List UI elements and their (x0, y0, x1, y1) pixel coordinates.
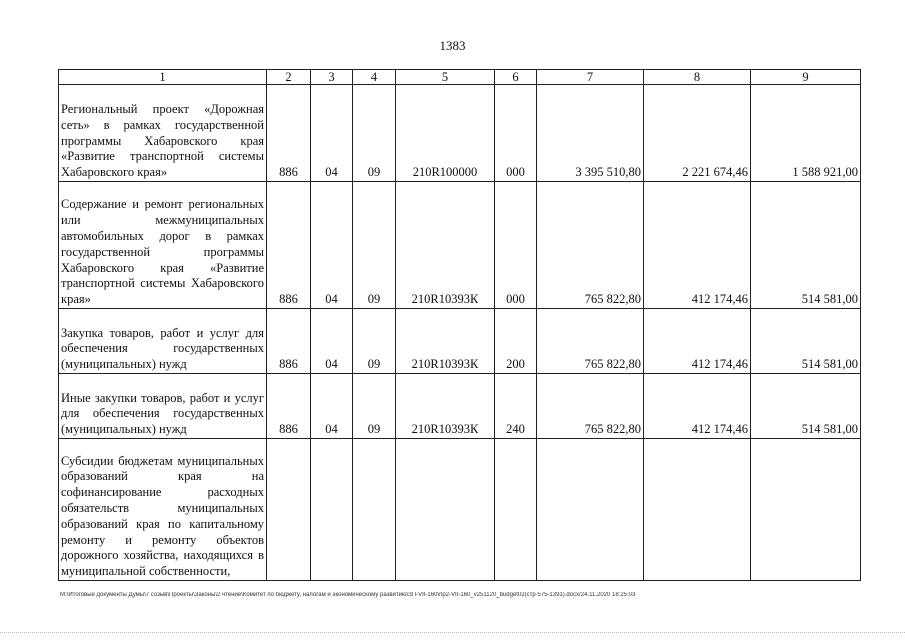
amount-col7: 765 822,80 (537, 182, 644, 309)
table-row (59, 439, 861, 581)
amount-col7: 765 822,80 (537, 309, 644, 374)
section-code (311, 439, 353, 581)
file-path-footer: M:\Итоговые документы Думы\7 созыв\Проекты\Законы\2 чтение\Комитет по бюджету, налогам и экономическому развитию\ЗП-VII-160\пр2-VII-160_v251120_budget02(стр 575-1391).docx/24.11.2020 18:25:03 (60, 592, 636, 598)
amount-col8: 412 174,46 (644, 374, 751, 439)
amount-col9: 514 581,00 (751, 309, 861, 374)
row-name: Содержание и ремонт региональных или межмуниципальных автомобильных дорог в рамках государственной программы Хабаровского края «Развитие транспортной системы Хабаровского края» (59, 182, 267, 309)
amount-col7: 3 395 510,80 (537, 85, 644, 182)
target-code: 210R10393К (396, 182, 495, 309)
expense-type-code: 200 (495, 309, 537, 374)
table-row (59, 182, 861, 309)
amount-col8: 412 174,46 (644, 182, 751, 309)
row-name: Субсидии бюджетам муниципальных образований края на софинансирование расходных обязательств муниципальных образований края по капитальному ремонту и ремонту объектов дорожного хозяйства, находящихся в муниципальной собственности, (59, 439, 267, 581)
amount-col9: 514 581,00 (751, 182, 861, 309)
budget-table (58, 69, 861, 581)
section-code: 04 (311, 374, 353, 439)
ministry-code: 886 (267, 374, 311, 439)
amount-col9: 1 588 921,00 (751, 85, 861, 182)
ministry-code: 886 (267, 309, 311, 374)
column-header: 2 (267, 70, 311, 85)
section-code: 04 (311, 182, 353, 309)
subsection-code (353, 439, 396, 581)
subsection-code: 09 (353, 182, 396, 309)
table-row (59, 85, 861, 182)
column-header: 6 (495, 70, 537, 85)
column-header: 3 (311, 70, 353, 85)
column-header: 9 (751, 70, 861, 85)
expense-type-code: 000 (495, 182, 537, 309)
amount-col7: 765 822,80 (537, 374, 644, 439)
ministry-code: 886 (267, 182, 311, 309)
ministry-code: 886 (267, 85, 311, 182)
amount-col9: 514 581,00 (751, 374, 861, 439)
expense-type-code (495, 439, 537, 581)
section-code: 04 (311, 309, 353, 374)
column-header: 7 (537, 70, 644, 85)
amount-col8: 2 221 674,46 (644, 85, 751, 182)
expense-type-code: 000 (495, 85, 537, 182)
table-row (59, 374, 861, 439)
amount-col9 (751, 439, 861, 581)
section-code: 04 (311, 85, 353, 182)
column-number-row (59, 70, 861, 85)
column-header: 1 (59, 70, 267, 85)
amount-col8 (644, 439, 751, 581)
subsection-code: 09 (353, 85, 396, 182)
amount-col7 (537, 439, 644, 581)
target-code (396, 439, 495, 581)
amount-col8: 412 174,46 (644, 309, 751, 374)
row-name: Закупка товаров, работ и услуг для обеспечения государственных (муниципальных) нужд (59, 309, 267, 374)
column-header: 5 (396, 70, 495, 85)
ministry-code (267, 439, 311, 581)
scan-edge-divider (0, 632, 905, 633)
subsection-code: 09 (353, 374, 396, 439)
row-name: Региональный проект «Дорожная сеть» в рамках государственной программы Хабаровского края «Развитие транспортной системы Хабаровского края» (59, 85, 267, 182)
table-row (59, 309, 861, 374)
column-header: 4 (353, 70, 396, 85)
column-header: 8 (644, 70, 751, 85)
expense-type-code: 240 (495, 374, 537, 439)
subsection-code: 09 (353, 309, 396, 374)
page-number: 1383 (439, 38, 466, 53)
target-code: 210R100000 (396, 85, 495, 182)
target-code: 210R10393К (396, 309, 495, 374)
target-code: 210R10393К (396, 374, 495, 439)
row-name: Иные закупки товаров, работ и услуг для обеспечения государственных (муниципальных) нужд (59, 374, 267, 439)
